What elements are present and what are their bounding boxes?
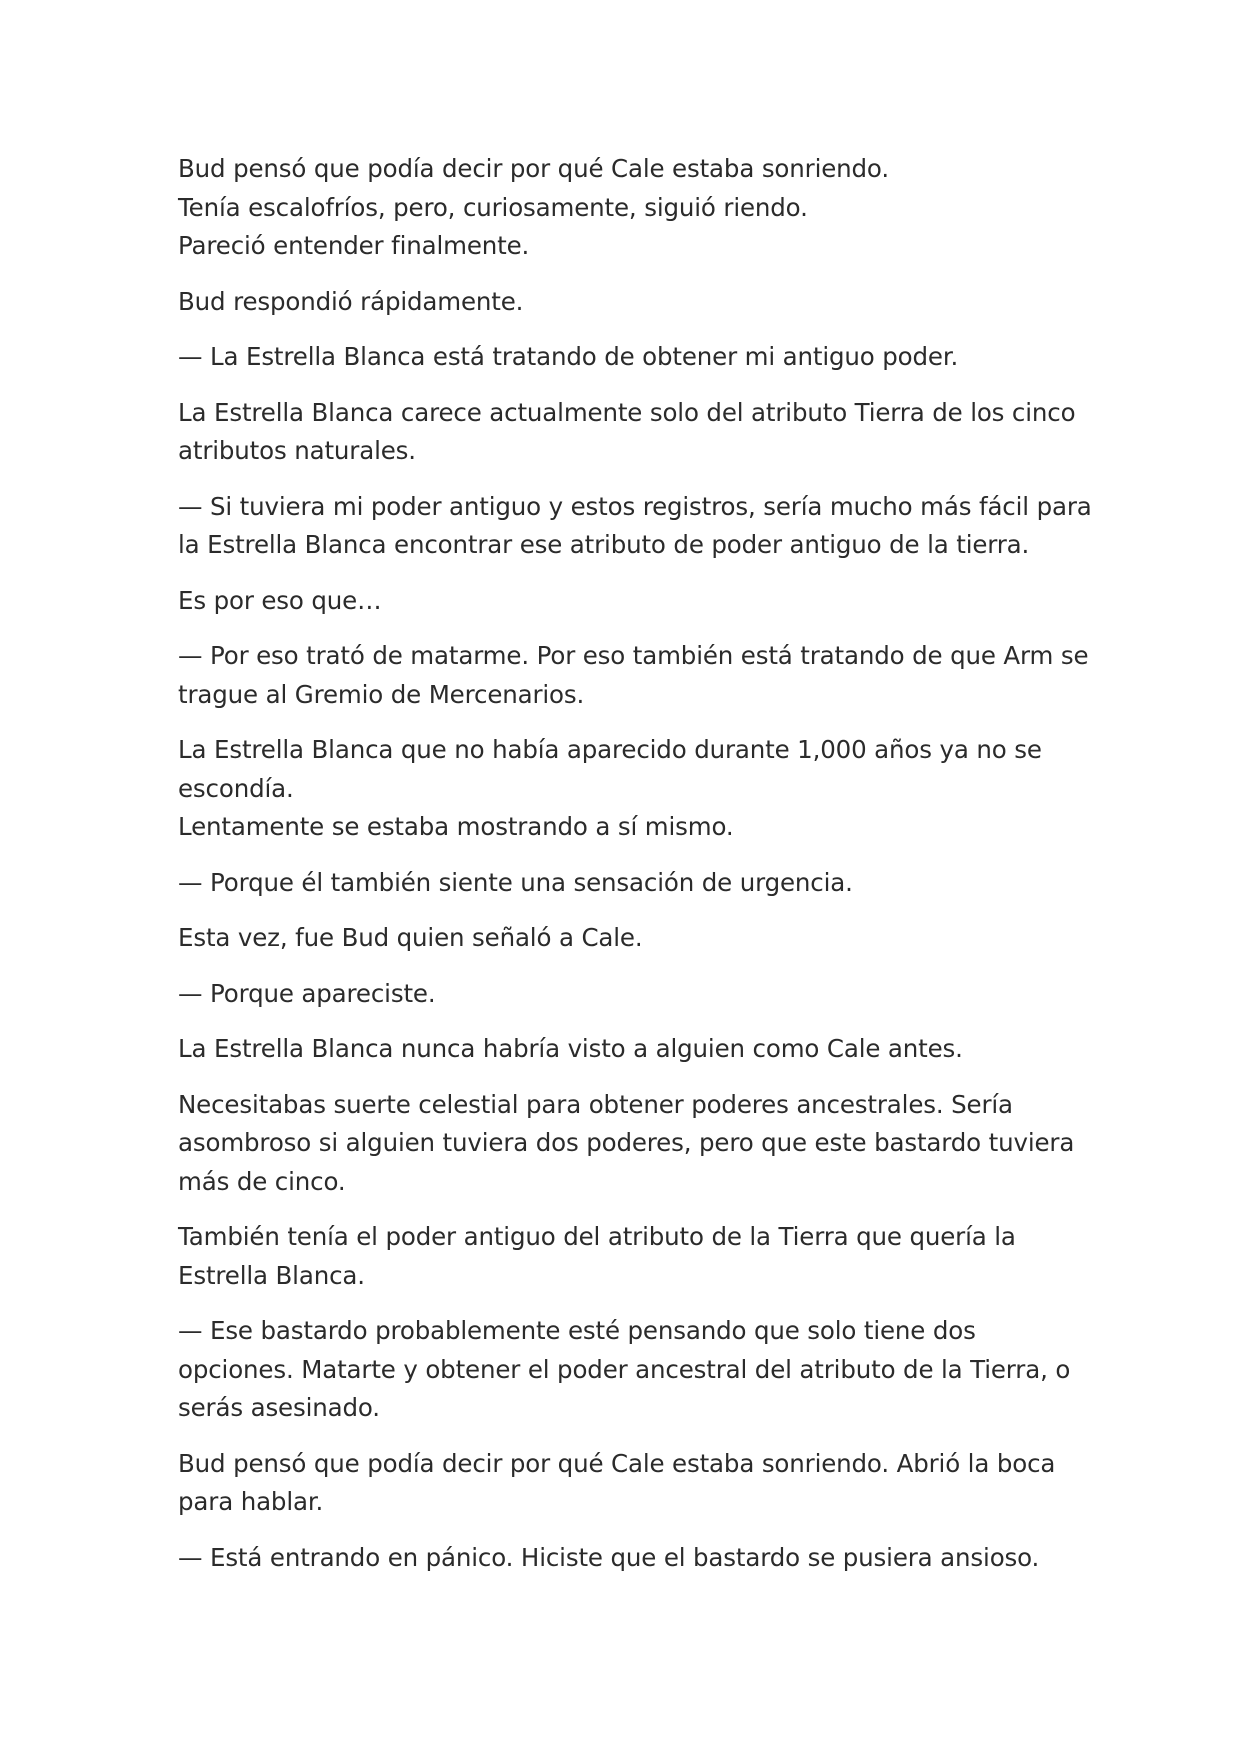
document-body bbox=[178, 150, 1092, 1594]
paragraph bbox=[178, 1539, 1078, 1578]
text-line: Estrella Blanca. bbox=[178, 1260, 365, 1290]
text-line: Necesitabas suerte celestial para obtener poderes ancestrales. Sería bbox=[178, 1089, 1013, 1119]
text-line: Esta vez, fue Bud quien señaló a Cale. bbox=[178, 923, 643, 952]
text-line: serás asesinado. bbox=[178, 1393, 380, 1422]
text-line: — Está entrando en pánico. Hiciste que el bastardo se pusiera ansioso. bbox=[178, 1542, 1040, 1572]
paragraph bbox=[178, 864, 1078, 903]
text-line: Lentamente se estaba mostrando a sí mismo. bbox=[178, 812, 734, 841]
text-line: — Por eso trató de matarme. Por eso también está tratando de que Arm se bbox=[178, 641, 1089, 670]
text-line: — Porque apareciste. bbox=[178, 978, 436, 1008]
paragraph bbox=[178, 488, 1092, 565]
paragraph bbox=[178, 1030, 1078, 1069]
text-line: Bud pensó que podía decir por qué Cale estaba sonriendo. bbox=[178, 154, 889, 183]
paragraph bbox=[178, 919, 1078, 958]
paragraph bbox=[178, 1218, 1078, 1295]
text-line: Bud respondió rápidamente. bbox=[178, 286, 524, 316]
text-line: más de cinco. bbox=[178, 1166, 346, 1196]
paragraph bbox=[178, 338, 1078, 377]
paragraph bbox=[178, 1445, 1078, 1522]
text-line: La Estrella Blanca que no había aparecido durante 1,000 años ya no se bbox=[178, 735, 1042, 764]
text-line: Es por eso que… bbox=[178, 585, 382, 615]
paragraph bbox=[178, 283, 1078, 322]
paragraph bbox=[178, 975, 1078, 1014]
paragraph bbox=[178, 150, 1078, 266]
text-line: La Estrella Blanca carece actualmente solo del atributo Tierra de los cinco bbox=[178, 397, 1076, 427]
text-line: la Estrella Blanca encontrar ese atributo de poder antiguo de la tierra. bbox=[178, 530, 1030, 559]
text-line: — La Estrella Blanca está tratando de obtener mi antiguo poder. bbox=[178, 342, 959, 371]
text-line: atributos naturales. bbox=[178, 436, 416, 465]
paragraph bbox=[178, 394, 1078, 471]
text-line: asombroso si alguien tuviera dos poderes, pero que este bastardo tuviera bbox=[178, 1128, 1075, 1157]
text-line: escondía. bbox=[178, 773, 294, 803]
text-line: — Porque él también siente una sensación de urgencia. bbox=[178, 867, 853, 897]
paragraph bbox=[178, 582, 1078, 621]
text-line: La Estrella Blanca nunca habría visto a alguien como Cale antes. bbox=[178, 1034, 963, 1063]
text-line: trague al Gremio de Mercenarios. bbox=[178, 679, 585, 709]
text-line: para hablar. bbox=[178, 1487, 324, 1516]
paragraph bbox=[178, 1086, 1078, 1202]
paragraph bbox=[178, 1312, 1078, 1428]
text-line: Pareció entender finalmente. bbox=[178, 231, 530, 260]
text-line: opciones. Matarte y obtener el poder ancestral del atributo de la Tierra, o bbox=[178, 1354, 1071, 1384]
text-line: Tenía escalofríos, pero, curiosamente, siguió riendo. bbox=[178, 192, 808, 222]
paragraph bbox=[178, 637, 1089, 714]
paragraph bbox=[178, 731, 1078, 847]
text-line: También tenía el poder antiguo del atributo de la Tierra que quería la bbox=[178, 1222, 1016, 1251]
text-line: Bud pensó que podía decir por qué Cale estaba sonriendo. Abrió la boca bbox=[178, 1448, 1056, 1478]
text-line: — Ese bastardo probablemente esté pensando que solo tiene dos bbox=[178, 1316, 976, 1345]
text-line: — Si tuviera mi poder antiguo y estos registros, sería mucho más fácil para bbox=[178, 491, 1092, 521]
